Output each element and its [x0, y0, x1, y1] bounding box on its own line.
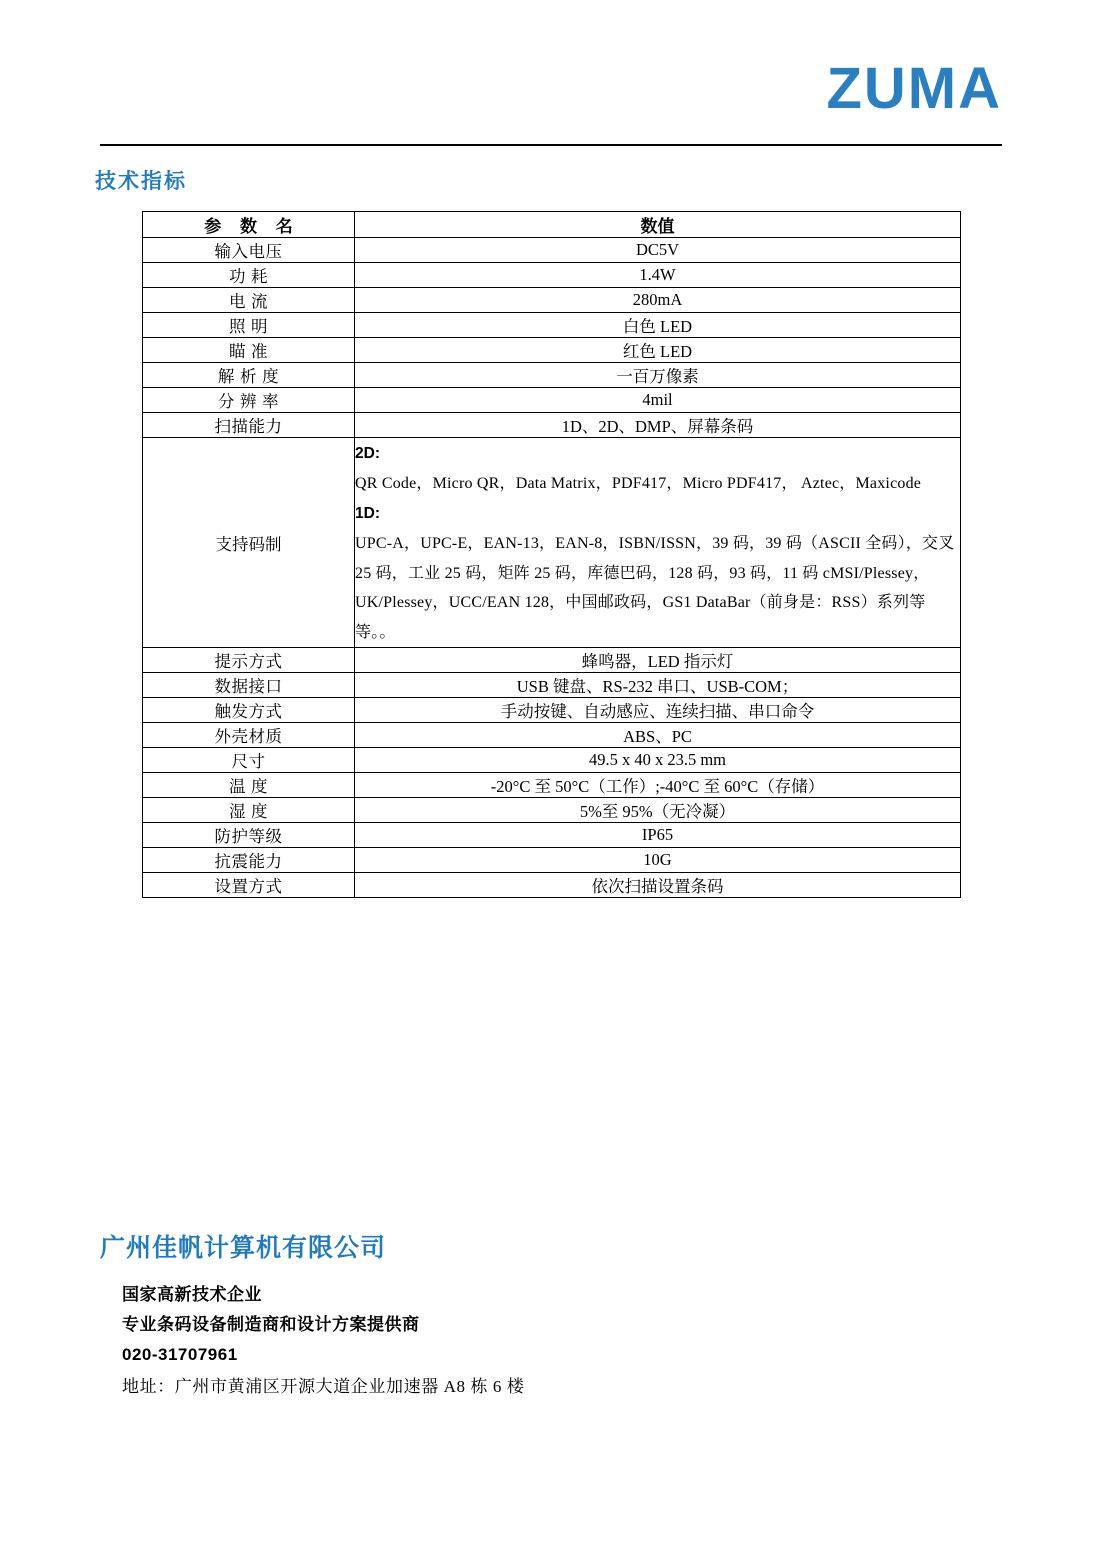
row-label: 外壳材质 — [143, 723, 355, 748]
table-row — [143, 773, 961, 798]
table-header-value: 数值 — [355, 212, 961, 238]
table-row — [143, 338, 961, 363]
row-label: 输入电压 — [143, 238, 355, 263]
row-value: 手动按键、自动感应、连续扫描、串口命令 — [355, 698, 961, 723]
row-label: 照 明 — [143, 313, 355, 338]
row-value: 1.4W — [355, 263, 961, 288]
spec-table — [142, 211, 961, 898]
row-value: ABS、PC — [355, 723, 961, 748]
footer-line-phone: 020-31707961 — [122, 1344, 238, 1364]
row-label: 分 辨 率 — [143, 388, 355, 413]
row-value: 1D、2D、DMP、屏幕条码 — [355, 413, 961, 438]
row-value: -20°C 至 50°C（工作）;-40°C 至 60°C（存储） — [355, 773, 961, 798]
row-value: 蜂鸣器，LED 指示灯 — [355, 648, 961, 673]
row-value: 依次扫描设置条码 — [355, 873, 961, 898]
row-value: 4mil — [355, 388, 961, 413]
row-label: 电 流 — [143, 288, 355, 313]
symbology-1d-text: UPC-A，UPC-E，EAN-13，EAN-8，ISBN/ISSN，39 码，39 码（ASCII 全码），交叉 25 码，工业 25 码，矩阵 25 码，库德巴码，128 码，93 码，11 码 cMSI/Plessey，UK/Plessey，UCC/EAN 128，中国邮政码，GS1 DataBar（前身是：RSS）系列等等。。 — [355, 534, 955, 641]
row-label: 解 析 度 — [143, 363, 355, 388]
symbology-2d-text: QR Code，Micro QR，Data Matrix，PDF417，Micro PDF417， Aztec，Maxicode — [355, 474, 922, 492]
row-value: IP65 — [355, 823, 961, 848]
footer-line-business: 专业条码设备制造商和设计方案提供商 — [122, 1314, 420, 1334]
table-row — [143, 673, 961, 698]
row-label: 支持码制 — [143, 438, 355, 648]
row-value: USB 键盘、RS-232 串口、USB-COM； — [355, 673, 961, 698]
table-row — [143, 263, 961, 288]
row-value: DC5V — [355, 238, 961, 263]
header-divider — [100, 144, 1002, 146]
row-label: 触发方式 — [143, 698, 355, 723]
row-value: 白色 LED — [355, 313, 961, 338]
row-label: 温 度 — [143, 773, 355, 798]
table-row — [143, 288, 961, 313]
row-value: 红色 LED — [355, 338, 961, 363]
page-footer — [100, 1228, 980, 1402]
table-row — [143, 823, 961, 848]
table-row — [143, 723, 961, 748]
row-label: 防护等级 — [143, 823, 355, 848]
row-label: 湿 度 — [143, 798, 355, 823]
symbology-1d-label: 1D: — [355, 505, 380, 523]
table-row — [143, 798, 961, 823]
page-title: 技术指标 — [95, 170, 187, 193]
footer-line-address: 地址：广州市黄浦区开源大道企业加速器 A8 栋 6 楼 — [122, 1377, 525, 1397]
table-row — [143, 363, 961, 388]
table-row-symbology — [143, 438, 961, 648]
table-row — [143, 873, 961, 898]
table-row — [143, 388, 961, 413]
row-label: 数据接口 — [143, 673, 355, 698]
row-value-symbology — [355, 438, 961, 648]
row-label: 瞄 准 — [143, 338, 355, 363]
table-row — [143, 848, 961, 873]
company-name: 广州佳帆计算机有限公司 — [100, 1234, 387, 1262]
page-header — [100, 56, 1002, 146]
table-row — [143, 413, 961, 438]
row-value: 280mA — [355, 288, 961, 313]
footer-info — [100, 1280, 980, 1402]
row-value: 一百万像素 — [355, 363, 961, 388]
row-label: 功 耗 — [143, 263, 355, 288]
table-row — [143, 238, 961, 263]
row-label: 尺寸 — [143, 748, 355, 773]
table-row — [143, 748, 961, 773]
table-row — [143, 698, 961, 723]
row-label: 扫描能力 — [143, 413, 355, 438]
row-value: 49.5 x 40 x 23.5 mm — [355, 748, 961, 773]
row-value: 5%至 95%（无冷凝） — [355, 798, 961, 823]
row-label: 抗震能力 — [143, 848, 355, 873]
row-label: 提示方式 — [143, 648, 355, 673]
table-row — [143, 313, 961, 338]
footer-line-certification: 国家高新技术企业 — [122, 1285, 262, 1304]
table-header-param: 参 数 名 — [143, 212, 355, 238]
symbology-2d-label: 2D: — [355, 445, 380, 462]
table-header-row — [143, 212, 961, 238]
row-value: 10G — [355, 848, 961, 873]
row-label: 设置方式 — [143, 873, 355, 898]
zuma-logo: ZUMA — [826, 56, 1002, 121]
table-row — [143, 648, 961, 673]
